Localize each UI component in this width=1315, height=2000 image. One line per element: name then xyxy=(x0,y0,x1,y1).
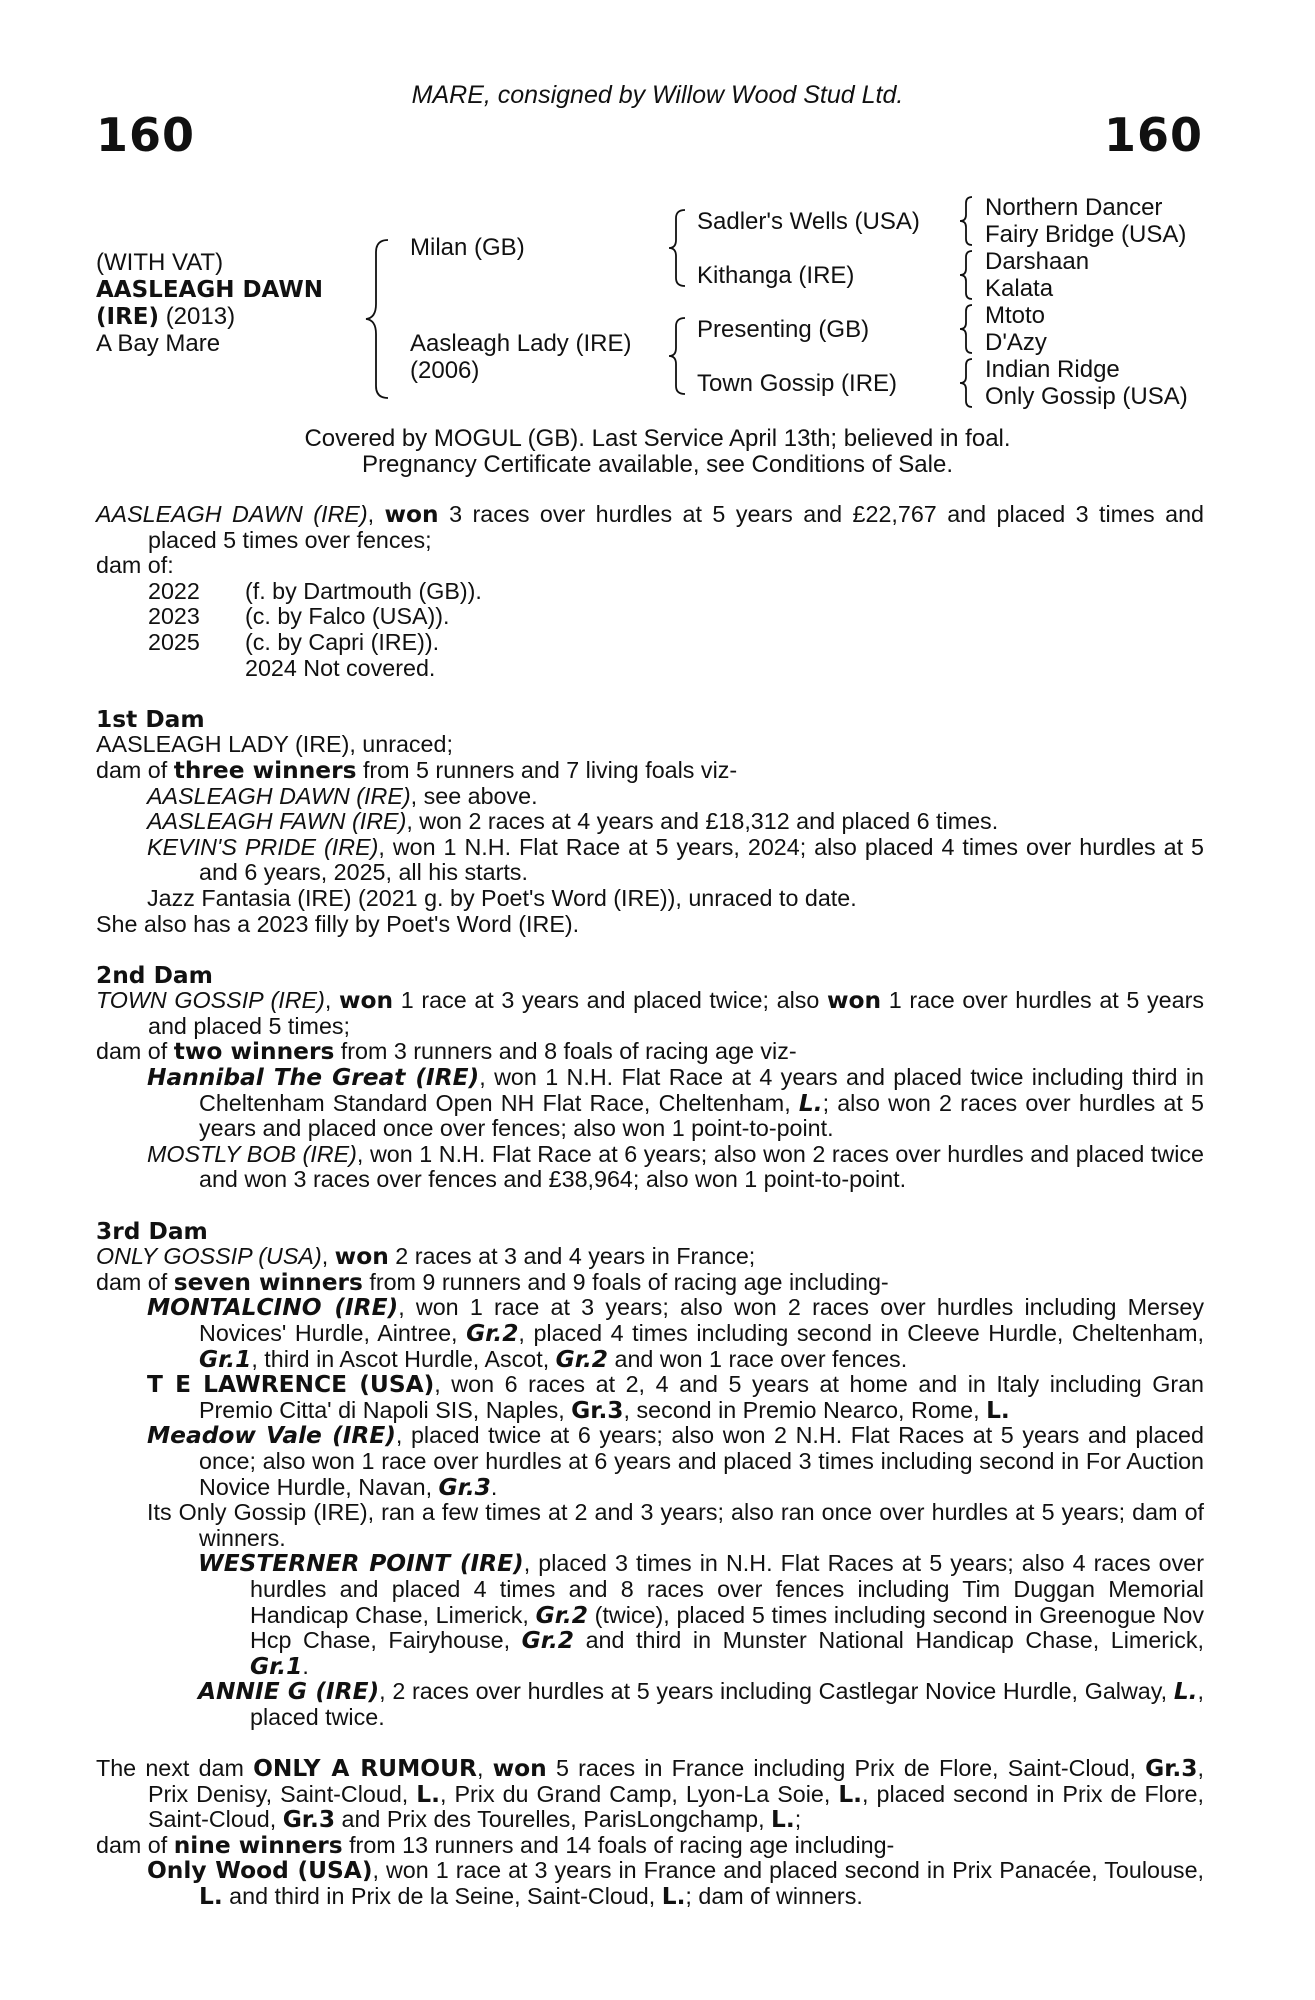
group-badge: Gr.3 xyxy=(571,1396,624,1424)
dam1-entry xyxy=(96,835,1204,886)
group-badge: Gr.1 xyxy=(199,1345,252,1373)
entry-text: ; also won 2 races over hurdles at 5 years and placed once over fences; also won 1 point-to-point. xyxy=(199,1089,1204,1142)
entry-name: AASLEAGH DAWN (IRE) xyxy=(147,782,411,809)
dam3-subentry xyxy=(96,1551,1204,1679)
entry-text: . xyxy=(302,1652,309,1679)
entry-text: , won 1 N.H. Flat Race at 4 years and placed twice including third in Cheltenham Standard Open NH Flat Race, Cheltenham, xyxy=(199,1064,1204,1116)
pregnancy-line: Pregnancy Certificate available, see Conditions of Sale. xyxy=(362,451,953,478)
entry-text: , 2 races over hurdles at 5 years including Castlegar Novice Hurdle, Galway, xyxy=(379,1678,1174,1705)
entry-text: , placed twice at 6 years; also won 2 N.H. Flat Races at 5 years and placed once; also won 1 race over hurdles at 6 years and placed 3 times including second in For Auction Novice Hurdle, Navan, xyxy=(199,1422,1204,1500)
vat-note: (WITH VAT) xyxy=(96,249,224,276)
record-text: ; xyxy=(794,1806,802,1833)
entry-text: , placed 3 times in N.H. Flat Races at 5 years; also 4 races over hurdles and placed 4 times and 8 races over fences including Tim Duggan Memorial Handicap Chase, Limerick, xyxy=(250,1550,1204,1628)
won-label: won xyxy=(492,1755,547,1783)
produce-text: (c. by Capri (IRE)). xyxy=(245,628,440,655)
dam2-entry xyxy=(96,1065,1204,1142)
entry-name: WESTERNER POINT (IRE) xyxy=(198,1550,524,1578)
record-text: 1 race at 3 years and placed twice; also xyxy=(393,987,827,1014)
dam1-name-line: AASLEAGH LADY (IRE), unraced; xyxy=(96,731,453,758)
pedigree-g3-fairy-bridge: Fairy Bridge (USA) xyxy=(985,221,1187,248)
damof-winners: nine winners xyxy=(173,1831,343,1859)
damof-winners: three winners xyxy=(173,756,357,784)
damof-winners: seven winners xyxy=(173,1268,363,1296)
catalogue-body xyxy=(96,502,1204,1910)
entry-text: , placed 4 times including second in Cleeve Hurdle, Cheltenham, xyxy=(518,1320,1205,1346)
pedigree-g3-kalata: Kalata xyxy=(985,275,1054,302)
dam3-subentry xyxy=(96,1679,1204,1730)
group-badge: Gr.2 xyxy=(521,1627,575,1655)
entry-name: KEVIN'S PRIDE (IRE) xyxy=(147,833,379,860)
damof-pre: dam of xyxy=(96,1038,174,1065)
dam3-entry xyxy=(96,1423,1204,1500)
dam3-record: ONLY GOSSIP (USA), won 2 races at 3 and 4 years in France; xyxy=(96,1243,756,1271)
pedigree-dam: Aasleagh Lady (IRE) xyxy=(410,330,632,357)
listed-badge: L. xyxy=(199,1883,223,1911)
pedigree-brace-g3-4 xyxy=(958,357,974,409)
dam1-entry xyxy=(96,809,1204,835)
not-covered-text: 2024 Not covered. xyxy=(245,654,436,681)
record-text: , Prix du Grand Camp, Lyon-La Soie, xyxy=(440,1780,839,1807)
entry-name: ANNIE G (IRE) xyxy=(198,1678,380,1706)
dam1-also: She also has a 2023 filly by Poet's Word (IRE). xyxy=(96,910,580,937)
dam2-name: TOWN GOSSIP (IRE) xyxy=(96,987,325,1014)
group-badge: Gr.2 xyxy=(535,1601,588,1629)
produce-year: 2025 xyxy=(148,628,200,655)
entry-text: and won 1 race over fences. xyxy=(608,1345,908,1372)
produce-text: (c. by Falco (USA)). xyxy=(245,603,450,630)
next-dam-entry xyxy=(96,1858,1204,1909)
entry-text: , won 6 races at 2, 4 and 5 years at home and in Italy including Gran Premio Citta' di Napoli SIS, Naples, xyxy=(199,1371,1204,1423)
dam3-dam-of xyxy=(96,1270,1204,1296)
produce-row xyxy=(96,630,1204,656)
group-badge: Gr.3 xyxy=(282,1806,336,1834)
entry-text: , see above. xyxy=(410,782,538,809)
next-dam-name: ONLY A RUMOUR xyxy=(253,1755,477,1783)
pedigree-brace-g3-1 xyxy=(958,195,974,247)
group-badge: Gr.2 xyxy=(466,1320,519,1347)
lot-number-left: 160 xyxy=(96,108,196,162)
dam1-dam-of xyxy=(96,758,1204,784)
pedigree-sire-sire: Sadler's Wells (USA) xyxy=(697,208,920,235)
pedigree-brace-g3-2 xyxy=(958,249,974,301)
consignment-line: MARE, consigned by Willow Wood Stud Ltd. xyxy=(411,81,904,109)
pedigree-g3-only-gossip: Only Gossip (USA) xyxy=(985,383,1188,410)
covered-line: Covered by MOGUL (GB). Last Service April 13th; believed in foal. xyxy=(304,425,1011,452)
won-label: won xyxy=(334,1243,389,1271)
produce-text: (f. by Dartmouth (GB)). xyxy=(245,577,482,604)
pedigree-g3-darshaan: Darshaan xyxy=(985,248,1090,275)
record-text: , placed second in Prix de Flore, Saint-Cloud, xyxy=(148,1780,1204,1833)
dam3-entry: Its Only Gossip (IRE), ran a few times at 2 and 3 years; also ran once over hurdles at 5 years; dam of winners. xyxy=(147,1499,1204,1551)
lot-number-right: 160 xyxy=(1103,108,1203,162)
horse-country: (IRE) xyxy=(96,304,160,330)
entry-text: , third in Ascot Hurdle, Ascot, xyxy=(251,1345,556,1372)
entry-text: , placed twice. xyxy=(250,1678,1204,1730)
dam1-heading: 1st Dam xyxy=(96,705,205,733)
listed-badge: L. xyxy=(798,1089,823,1117)
horse-year: (2013) xyxy=(165,303,236,330)
entry-name: T E LAWRENCE (USA) xyxy=(147,1371,435,1399)
entry-text: . xyxy=(490,1473,498,1500)
pedigree-sire: Milan (GB) xyxy=(410,234,525,261)
damof-post: from 9 runners and 9 foals of racing age including- xyxy=(362,1268,889,1295)
group-badge: Gr.3 xyxy=(1145,1755,1198,1783)
entry-name: MONTALCINO (IRE) xyxy=(147,1294,399,1322)
listed-badge: L. xyxy=(838,1780,863,1808)
pedigree-g3-dazy: D'Azy xyxy=(985,329,1047,356)
entry-text: , second in Premio Nearco, Rome, xyxy=(623,1396,987,1423)
record-text: 5 races in France including Prix de Flore, Saint-Cloud, xyxy=(546,1755,1146,1782)
intro-paragraph: AASLEAGH DAWN (IRE), won 3 races over hurdles at 5 years and £22,767 and placed 3 times and placed 5 times over fences; xyxy=(96,501,1204,553)
dam1-entry xyxy=(96,784,1204,810)
pedigree-dam-year: (2006) xyxy=(410,357,480,384)
record-text: , Prix Denisy, Saint-Cloud, xyxy=(148,1755,1204,1807)
dam2-dam-of xyxy=(96,1039,1204,1065)
horse-country-year xyxy=(96,303,235,331)
listed-badge: L. xyxy=(661,1883,686,1911)
dam2-entry xyxy=(96,1142,1204,1193)
horse-description: A Bay Mare xyxy=(96,330,221,357)
next-dam-dam-of xyxy=(96,1833,1204,1859)
dam3-heading: 3rd Dam xyxy=(96,1217,208,1245)
intro-horse-name: AASLEAGH DAWN (IRE) xyxy=(96,501,368,527)
damof-pre: dam of xyxy=(96,1268,174,1295)
entry-text: , won 2 races at 4 years and £18,312 and placed 6 times. xyxy=(406,808,999,835)
pedigree-dam-dam: Town Gossip (IRE) xyxy=(697,370,898,397)
entry-text: , won 1 race at 3 years; also won 2 races over hurdles including Mersey Novices' Hurdle, Aintree, xyxy=(199,1294,1204,1346)
dam3-name: ONLY GOSSIP (USA) xyxy=(96,1243,322,1270)
listed-badge: L. xyxy=(416,1780,440,1808)
intro-text: 3 races over hurdles at 5 years and £22,767 and placed 3 times and placed 5 times over fences; xyxy=(148,501,1204,553)
dam3-entry xyxy=(96,1295,1204,1372)
produce-row xyxy=(96,604,1204,630)
record-text: 1 race over hurdles at 5 years and placed 5 times; xyxy=(148,987,1204,1039)
intro-dam-of: dam of: xyxy=(96,552,174,579)
produce-year: 2022 xyxy=(148,577,200,604)
won-label: won xyxy=(338,987,394,1015)
won-label: won xyxy=(384,501,439,528)
record-text: and Prix des Tourelles, ParisLongchamp, xyxy=(335,1806,772,1833)
pedigree-brace-main xyxy=(364,238,390,400)
entry-name: Only Wood (USA) xyxy=(147,1857,373,1885)
entry-name: Hannibal The Great (IRE) xyxy=(147,1064,480,1092)
won-label: won xyxy=(827,987,882,1015)
entry-text: (twice), placed 5 times including second in Greenogue Nov Hcp Chase, Fairyhouse, xyxy=(250,1601,1204,1654)
damof-post: from 3 runners and 8 foals of racing age viz- xyxy=(334,1038,797,1065)
entry-text: ; dam of winners. xyxy=(685,1883,863,1910)
produce-year: 2023 xyxy=(148,603,200,630)
pedigree-g3-indian-ridge: Indian Ridge xyxy=(985,356,1120,383)
dam2-heading: 2nd Dam xyxy=(96,961,213,989)
damof-pre: dam of xyxy=(96,756,174,783)
damof-winners: two winners xyxy=(173,1038,335,1066)
next-dam-record: The next dam ONLY A RUMOUR, won 5 races in France including Prix de Flore, Saint-Cloud, Gr.3, Prix Denisy, Saint-Cloud, L., Prix du Grand Camp, Lyon-La Soie, L., placed second in Prix de Flore, Saint-Cloud, Gr.3 and Prix des Tourelles, ParisLongchamp, L.; xyxy=(96,1755,1204,1834)
pedigree-brace-sire xyxy=(667,208,687,288)
group-badge: Gr.2 xyxy=(555,1345,609,1373)
pedigree-g3-northern-dancer: Northern Dancer xyxy=(985,194,1163,221)
entry-text: , won 1 N.H. Flat Race at 6 years; also won 2 races over hurdles and placed twice and won 3 races over fences and £38,964; also won 1 point-to-point. xyxy=(199,1140,1204,1193)
produce-row xyxy=(96,579,1204,605)
damof-pre: dam of xyxy=(96,1831,174,1858)
entry-text: , won 1 race at 3 years in France and placed second in Prix Panacée, Toulouse, xyxy=(372,1857,1204,1884)
listed-badge: L. xyxy=(986,1396,1010,1424)
entry-name: MOSTLY BOB (IRE) xyxy=(147,1140,357,1167)
dam3-entry xyxy=(96,1372,1204,1423)
entry-name: AASLEAGH FAWN (IRE) xyxy=(147,808,407,835)
entry-text: and third in Munster National Handicap Chase, Limerick, xyxy=(574,1627,1204,1654)
damof-post: from 13 runners and 14 foals of racing age including- xyxy=(342,1831,895,1858)
entry-text: and third in Prix de la Seine, Saint-Cloud, xyxy=(222,1883,662,1910)
group-badge: Gr.1 xyxy=(250,1652,303,1680)
listed-badge: L. xyxy=(1173,1678,1198,1706)
listed-badge: L. xyxy=(771,1806,795,1834)
group-badge: Gr.3 xyxy=(438,1473,491,1501)
dam1-entry: Jazz Fantasia (IRE) (2021 g. by Poet's Word (IRE)), unraced to date. xyxy=(147,884,857,911)
record-text: 2 races at 3 and 4 years in France; xyxy=(388,1243,756,1270)
entry-name: Meadow Vale (IRE) xyxy=(147,1422,396,1450)
entry-text: , won 1 N.H. Flat Race at 5 years, 2024; also placed 4 times over hurdles at 5 and 6 years, 2025, all his starts. xyxy=(199,833,1204,886)
pedigree-dam-sire: Presenting (GB) xyxy=(697,316,870,343)
horse-name: AASLEAGH DAWN xyxy=(96,277,323,303)
pedigree-g3-mtoto: Mtoto xyxy=(985,302,1046,329)
pedigree-brace-g3-3 xyxy=(958,303,974,355)
produce-row xyxy=(96,656,1204,682)
damof-post: from 5 runners and 7 living foals viz- xyxy=(356,756,738,783)
next-dam-pre: The next dam xyxy=(96,1755,254,1782)
pedigree-sire-dam: Kithanga (IRE) xyxy=(697,262,855,289)
dam2-record: TOWN GOSSIP (IRE), won 1 race at 3 years and placed twice; also won 1 race over hurdles at 5 years and placed 5 times; xyxy=(96,987,1204,1039)
pedigree-brace-dam xyxy=(667,316,687,396)
